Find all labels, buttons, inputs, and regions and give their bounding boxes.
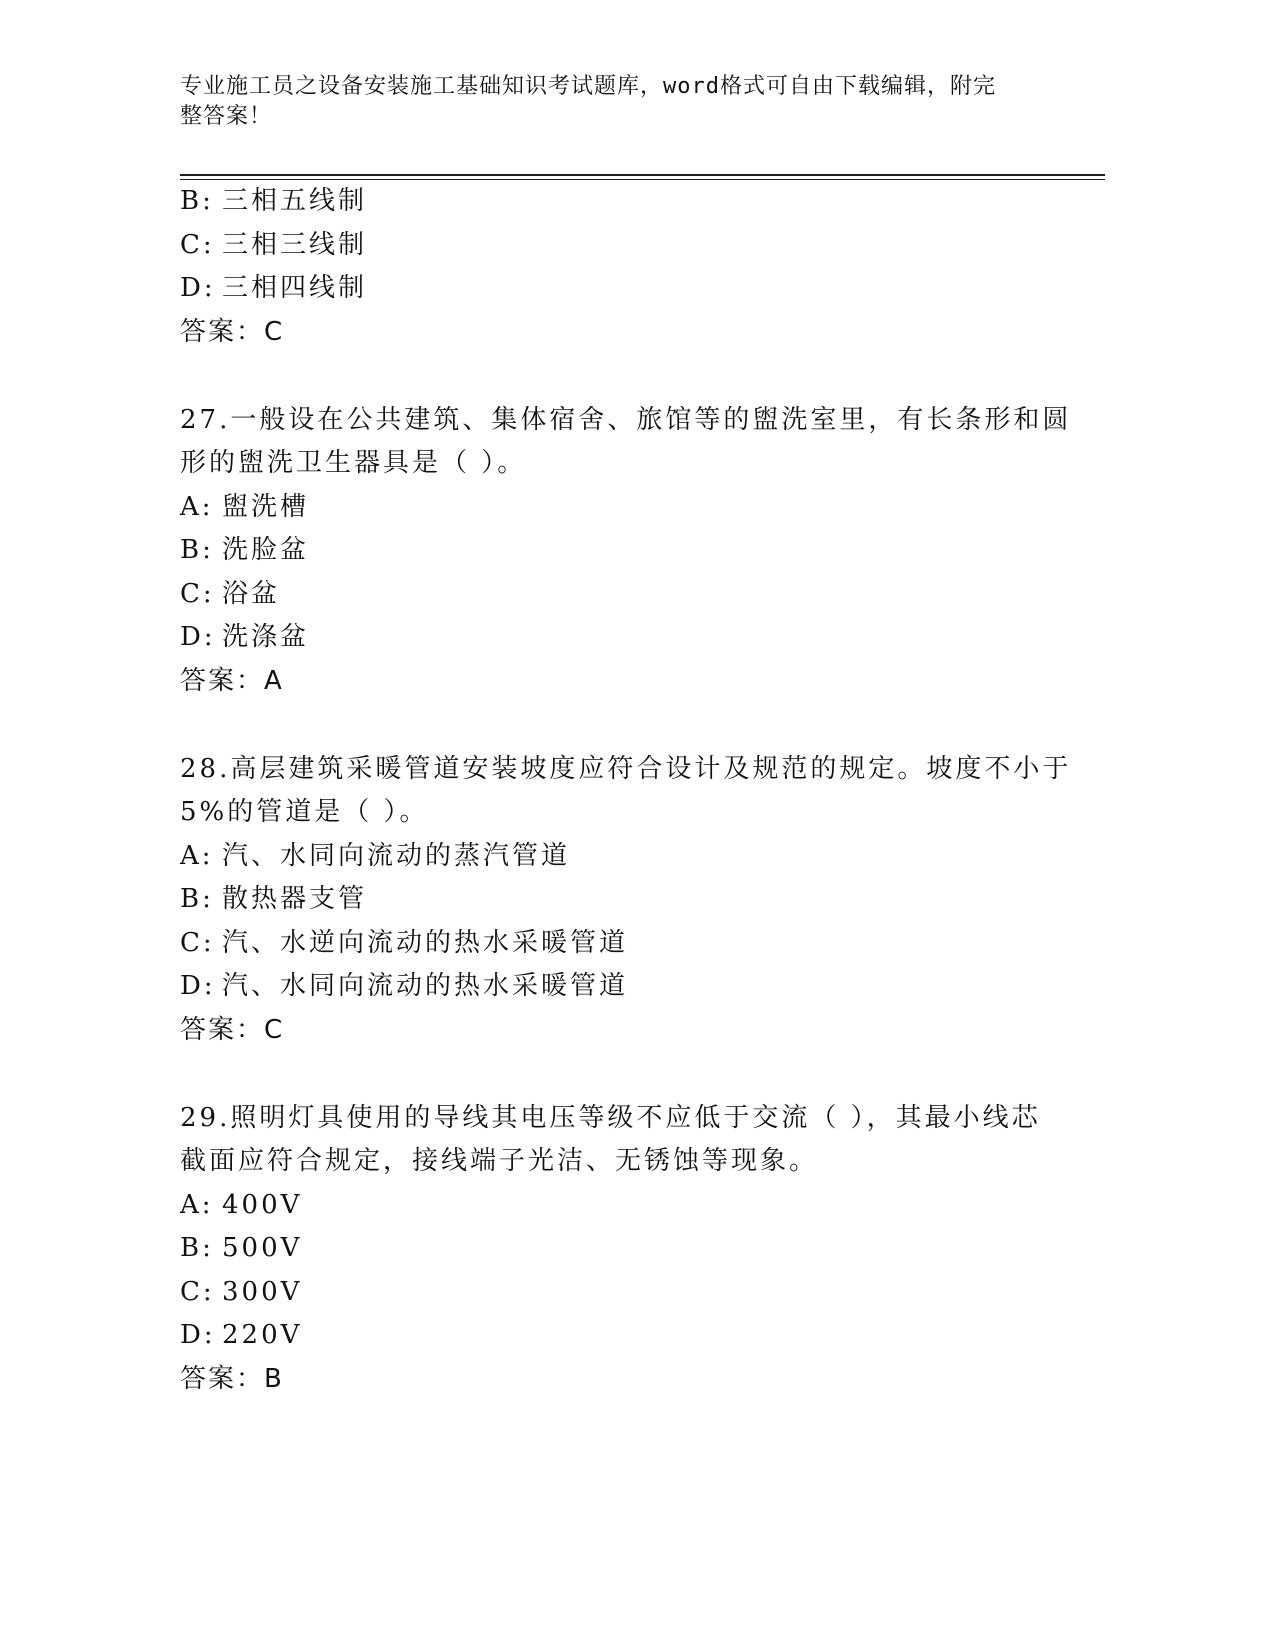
option-text: 汽、水同向流动的蒸汽管道 [222,841,571,871]
option-letter: C: [180,579,215,609]
option-letter: D: [180,1320,216,1350]
header-divider-thin [180,179,1105,180]
q27-option-c [180,577,280,611]
q26-option-b [180,184,367,218]
q29-option-a [180,1188,302,1222]
option-text: 三相三线制 [222,230,368,260]
header-divider-thick [180,174,1105,176]
option-letter: A: [180,841,214,871]
q29-option-c [180,1275,302,1309]
option-text: 盥洗槽 [222,492,310,522]
q26-answer: 答案：C [180,317,285,347]
option-text: 洗脸盆 [222,535,310,565]
option-letter: C: [180,1277,215,1307]
header-line-2: 整答案！ [180,104,273,129]
q29-option-b [180,1231,302,1265]
q26-option-d [180,271,367,305]
option-text: 汽、水逆向流动的热水采暖管道 [222,928,629,958]
option-text: 220V [222,1320,303,1350]
option-letter: C: [180,928,215,958]
q27-answer: 答案：A [180,666,284,696]
q29-stem-line-1: 29.照明灯具使用的导线其电压等级不应低于交流（ ），其最小线芯 [180,1103,1041,1133]
q27-option-a [180,490,309,524]
option-letter: B: [180,1233,214,1263]
option-letter: D: [180,971,216,1001]
q27-stem-line-2: 形的盥洗卫生器具是（ ）。 [180,448,527,478]
option-letter: A: [180,1190,214,1220]
option-letter: D: [180,273,216,303]
option-letter: D: [180,622,216,652]
q28-option-a [180,839,570,873]
q27-stem-line-1: 27.一般设在公共建筑、集体宿舍、旅馆等的盥洗室里，有长条形和圆 [180,405,1072,435]
q29-option-d [180,1318,302,1352]
q28-stem-line-1: 28.高层建筑采暖管道安装坡度应符合设计及规范的规定。坡度不小于 [180,754,1072,784]
header-line-1: 专业施工员之设备安装施工基础知识考试题库，word格式可自由下载编辑，附完 [180,74,996,99]
q28-option-b [180,882,367,916]
option-letter: B: [180,884,214,914]
q28-stem-line-2: 5%的管道是（ ）。 [180,797,429,827]
option-text: 汽、水同向流动的热水采暖管道 [222,971,629,1001]
document-header [180,72,1060,132]
option-text: 洗涤盆 [222,622,310,652]
q28-option-d [180,969,628,1003]
option-text: 500V [222,1233,303,1263]
option-letter: B: [180,186,214,216]
q29-answer: 答案：B [180,1364,284,1394]
option-text: 400V [222,1190,303,1220]
option-text: 三相五线制 [222,186,368,216]
q27-option-d [180,620,309,654]
q27-option-b [180,533,309,567]
q26-option-c [180,228,367,262]
q28-option-c [180,926,628,960]
option-letter: C: [180,230,215,260]
option-letter: A: [180,492,214,522]
option-letter: B: [180,535,214,565]
option-text: 三相四线制 [222,273,368,303]
option-text: 300V [222,1277,303,1307]
q29-stem-line-2: 截面应符合规定，接线端子光洁、无锈蚀等现象。 [180,1146,819,1176]
option-text: 浴盆 [222,579,281,609]
option-text: 散热器支管 [222,884,368,914]
q28-answer: 答案：C [180,1015,285,1045]
